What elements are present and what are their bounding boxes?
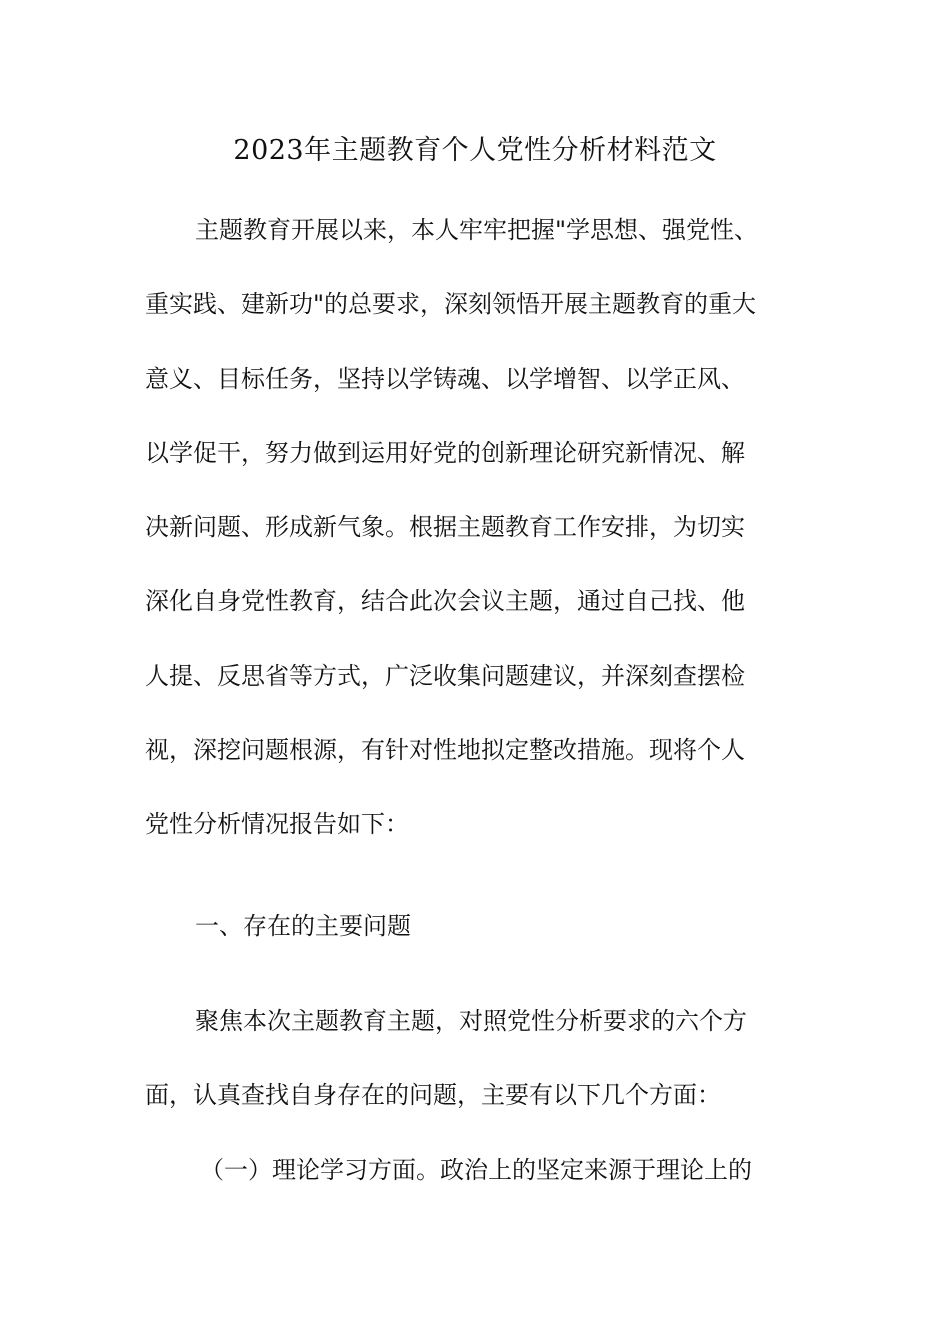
intro-line: 意义、目标任务，坚持以学铸魂、以学增智、以学正风、	[145, 364, 745, 393]
section-paragraph	[145, 984, 805, 1133]
intro-line: 深化自身党性教育，结合此次会议主题，通过自己找、他	[145, 587, 745, 616]
intro-line: 视，深挖问题根源，有针对性地拟定整改措施。现将个人	[145, 736, 745, 765]
intro-line: 重实践、建新功"的总要求，深刻领悟开展主题教育的重大	[145, 290, 757, 319]
intro-line: 主题教育开展以来，本人牢牢把握"学思想、强党性、	[195, 216, 759, 244]
document-title: 2023年主题教育个人党性分析材料范文	[233, 135, 717, 166]
section-line: 面，认真查找自身存在的问题，主要有以下几个方面：	[145, 1081, 721, 1110]
section-line: 聚焦本次主题教育主题，对照党性分析要求的六个方	[195, 1007, 747, 1035]
intro-line: 党性分析情况报告如下：	[145, 810, 409, 839]
section-heading: 一、存在的主要问题	[195, 912, 411, 940]
intro-line: 以学促干，努力做到运用好党的创新理论研究新情况、解	[145, 438, 745, 467]
intro-line: 决新问题、形成新气象。根据主题教育工作安排，为切实	[145, 513, 745, 542]
intro-paragraph	[145, 193, 805, 862]
subsection-paragraph: （一）理论学习方面。政治上的坚定来源于理论上的	[200, 1156, 752, 1184]
intro-line: 人提、反思省等方式，广泛收集问题建议，并深刻查摆检	[145, 661, 745, 690]
